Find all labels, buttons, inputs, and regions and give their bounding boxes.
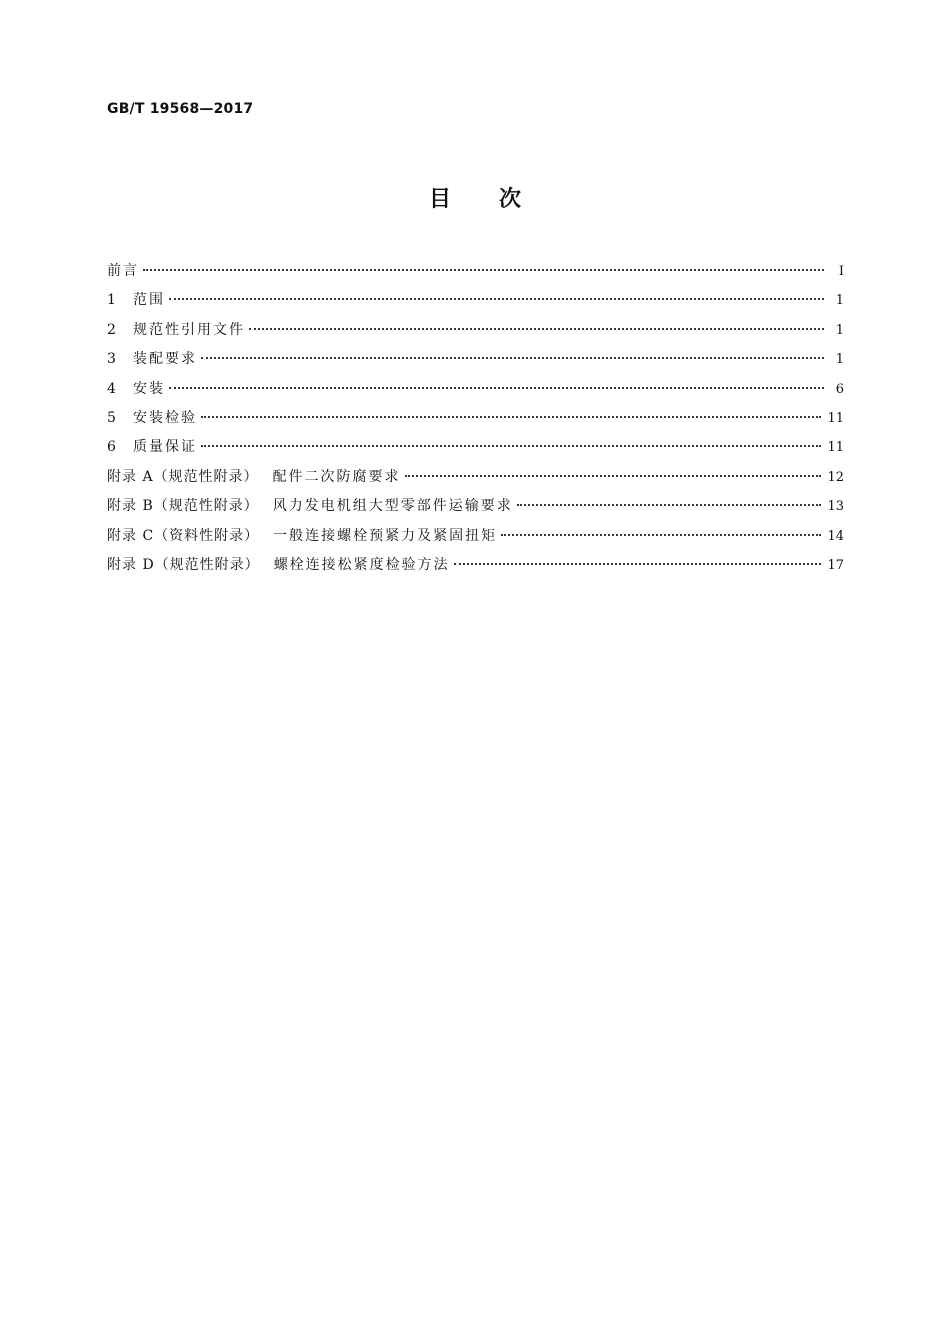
toc-leader-dots	[501, 534, 821, 536]
toc-leader-dots	[517, 504, 822, 506]
toc-entry-quality-assurance[interactable]	[107, 436, 844, 465]
toc-section-number: 2	[107, 321, 116, 338]
toc-entry-annex-c[interactable]	[107, 525, 844, 554]
toc-page-number: 1	[835, 293, 844, 309]
toc-section-number: 1	[107, 292, 116, 309]
toc-section-number: 4	[107, 380, 116, 397]
toc-section-number: 3	[107, 351, 116, 368]
toc-entry-label: 范围	[133, 292, 165, 309]
toc-annex-prefix: 附录 D（规范性附录）	[107, 556, 260, 573]
toc-section-number: 5	[107, 409, 116, 426]
toc-entry-label: 一般连接螺栓预紧力及紧固扭矩	[273, 527, 498, 544]
toc-entry-label: 风力发电机组大型零部件运输要求	[272, 498, 513, 515]
toc-page-number: 6	[835, 381, 844, 397]
toc-leader-dots	[201, 445, 821, 447]
toc-annex-prefix: 附录 B（规范性附录）	[107, 498, 259, 515]
toc-entry-label: 装配要求	[133, 351, 197, 368]
page-title: 目次	[428, 187, 569, 212]
toc-leader-dots	[405, 475, 822, 477]
toc-entry-label: 质量保证	[133, 439, 197, 456]
toc-entry-normative-references[interactable]	[107, 319, 844, 348]
toc-page-number: 11	[827, 410, 844, 426]
toc-entry-annex-b[interactable]	[107, 495, 844, 524]
document-code: GB/T 19568—2017	[107, 101, 254, 117]
toc-section-number: 6	[107, 439, 116, 456]
toc-entry-scope[interactable]	[107, 289, 844, 318]
toc-entry-label: 安装检验	[133, 409, 197, 426]
toc-page-number: 13	[827, 499, 844, 515]
toc-page-number: 17	[827, 557, 844, 573]
toc-page-number: 1	[835, 322, 844, 338]
toc-entry-installation-inspection[interactable]	[107, 407, 844, 436]
table-of-contents	[107, 260, 844, 583]
toc-page-number: 11	[827, 440, 844, 456]
toc-entry-label: 规范性引用文件	[133, 321, 245, 338]
toc-leader-dots	[201, 416, 821, 418]
toc-leader-dots	[201, 357, 824, 359]
toc-page-number: 12	[827, 469, 844, 485]
toc-annex-prefix: 附录 A（规范性附录）	[107, 468, 259, 485]
toc-entry-assembly-requirements[interactable]	[107, 348, 844, 377]
toc-entry-annex-a[interactable]	[107, 466, 844, 495]
toc-entry-label: 安装	[133, 380, 165, 397]
toc-leader-dots	[169, 298, 824, 300]
toc-annex-prefix: 附录 C（资料性附录）	[107, 527, 260, 544]
toc-entry-label: 螺栓连接松紧度检验方法	[273, 556, 450, 573]
toc-leader-dots	[143, 269, 824, 271]
toc-entry-foreword[interactable]	[107, 260, 844, 289]
toc-leader-dots	[454, 563, 822, 565]
toc-page-number: Ⅰ	[838, 264, 844, 279]
toc-entry-annex-d[interactable]	[107, 554, 844, 583]
toc-entry-label: 前言	[107, 263, 139, 279]
toc-page-number: 1	[835, 352, 844, 368]
toc-leader-dots	[249, 328, 824, 330]
toc-entry-installation[interactable]	[107, 378, 844, 407]
toc-page-number: 14	[827, 528, 844, 544]
toc-entry-label: 配件二次防腐要求	[272, 468, 401, 485]
toc-leader-dots	[169, 387, 824, 389]
